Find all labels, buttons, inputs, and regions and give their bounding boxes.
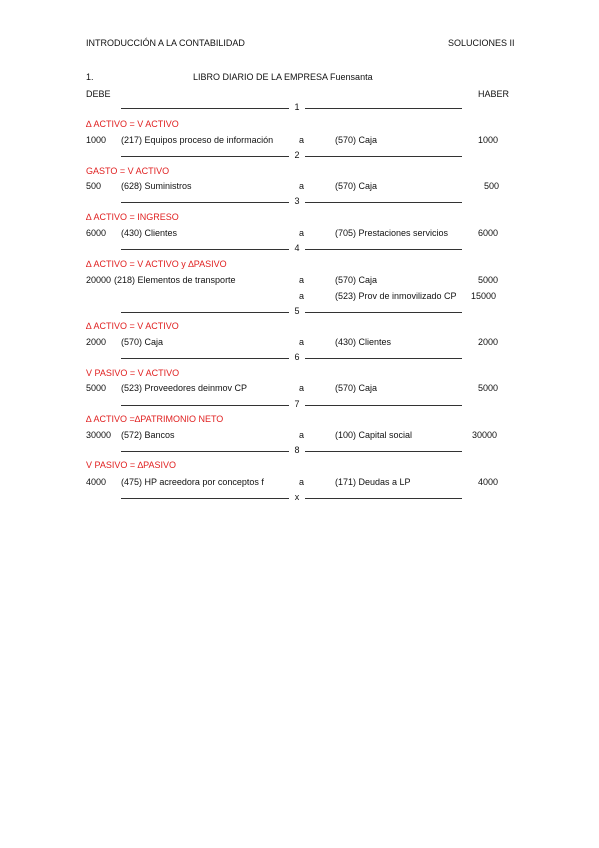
haber-account: (570) Caja: [335, 275, 378, 285]
debe-account: (475) HP acreedora por conceptos f: [121, 477, 264, 487]
entry-separator: [121, 243, 462, 254]
haber-amount: 15000: [471, 291, 497, 301]
haber-amount: 500: [484, 181, 500, 191]
entry-separator: [121, 445, 462, 456]
a-connector: a: [299, 228, 305, 238]
separator-number: 2: [289, 150, 305, 161]
entry-separator: [121, 306, 462, 317]
debe-amount: 4000: [86, 477, 107, 487]
haber-account: (523) Prov de inmovilizado CP: [335, 291, 457, 301]
a-connector: a: [299, 337, 305, 347]
entry-separator: [121, 150, 462, 161]
haber-account: (570) Caja: [335, 383, 378, 393]
debe-amount: 1000: [86, 135, 107, 145]
a-connector: a: [299, 477, 305, 487]
column-haber: HABER: [478, 89, 510, 99]
a-connector: a: [299, 275, 305, 285]
entry-effect: ∆ ACTIVO =∆PATRIMONIO NETO: [86, 414, 224, 424]
a-connector: a: [299, 430, 305, 440]
debe-account: (430) Clientes: [121, 228, 178, 238]
separator-number: x: [289, 492, 305, 503]
separator-number: 4: [289, 243, 305, 254]
separator-number: 3: [289, 196, 305, 207]
separator-number: 8: [289, 445, 305, 456]
haber-account: (100) Capital social: [335, 430, 413, 440]
entry-separator: [121, 492, 462, 503]
a-connector: a: [299, 291, 305, 301]
haber-account: (430) Clientes: [335, 337, 392, 347]
debe-account: (570) Caja: [121, 337, 164, 347]
debe-amount: 6000: [86, 228, 107, 238]
separator-number: 7: [289, 399, 305, 410]
entry-effect: ∆ ACTIVO = INGRESO: [86, 212, 179, 222]
haber-account: (705) Prestaciones servicios: [335, 228, 449, 238]
entry-effect: GASTO = V ACTIVO: [86, 166, 170, 176]
haber-account: (171) Deudas a LP: [335, 477, 411, 487]
column-debe: DEBE: [86, 89, 111, 99]
entry-effect: ∆ ACTIVO = V ACTIVO: [86, 321, 179, 331]
debe-account: (628) Suministros: [121, 181, 192, 191]
journal-title: LIBRO DIARIO DE LA EMPRESA Fuensanta: [193, 72, 373, 82]
haber-amount: 1000: [478, 135, 499, 145]
separator-number: 1: [289, 102, 305, 113]
haber-account: (570) Caja: [335, 135, 378, 145]
document-header-right: SOLUCIONES II: [448, 38, 515, 48]
debe-account: (572) Bancos: [121, 430, 175, 440]
debe-amount: 30000: [86, 430, 112, 440]
debe-account: (217) Equipos proceso de información: [121, 135, 274, 145]
entry-effect: V PASIVO = V ACTIVO: [86, 368, 180, 378]
document-header-left: INTRODUCCIÓN A LA CONTABILIDAD: [86, 38, 245, 48]
a-connector: a: [299, 383, 305, 393]
debe-amount: 2000: [86, 337, 107, 347]
debe-amount: 20000: [86, 275, 112, 285]
separator-number: 6: [289, 352, 305, 363]
debe-amount: 5000: [86, 383, 107, 393]
entry-separator: [121, 352, 462, 363]
entry-effect: ∆ ACTIVO = V ACTIVO y ∆PASIVO: [86, 259, 227, 269]
exercise-number: 1.: [86, 72, 94, 82]
haber-amount: 2000: [478, 337, 499, 347]
entry-separator: [121, 102, 462, 113]
haber-amount: 30000: [472, 430, 498, 440]
entry-effect: V PASIVO = ∆PASIVO: [86, 460, 176, 470]
a-connector: a: [299, 181, 305, 191]
debe-amount: 500: [86, 181, 102, 191]
entry-separator: [121, 399, 462, 410]
debe-account: (218) Elementos de transporte: [114, 275, 236, 285]
entry-effect: ∆ ACTIVO = V ACTIVO: [86, 119, 179, 129]
a-connector: a: [299, 135, 305, 145]
haber-amount: 4000: [478, 477, 499, 487]
haber-account: (570) Caja: [335, 181, 378, 191]
entry-separator: [121, 196, 462, 207]
haber-amount: 5000: [478, 275, 499, 285]
debe-account: (523) Proveedores deinmov CP: [121, 383, 248, 393]
haber-amount: 6000: [478, 228, 499, 238]
separator-number: 5: [289, 306, 305, 317]
haber-amount: 5000: [478, 383, 499, 393]
